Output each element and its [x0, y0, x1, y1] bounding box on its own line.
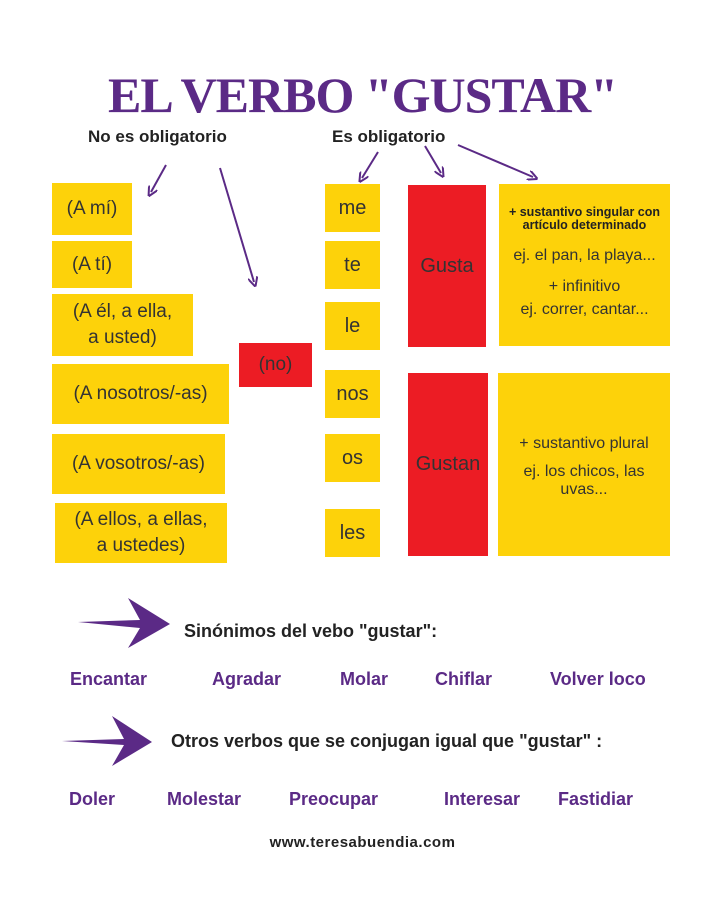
page-title: EL VERBO "GUSTAR" [107, 67, 618, 123]
other-verb-word: Doler [69, 789, 116, 809]
verb-gustan: Gustan [408, 373, 488, 556]
optional-header: No es obligatorio [88, 127, 227, 146]
optional-pronoun-a-ellos: (A ellos, a ellas, a ustedes) [55, 503, 227, 563]
arrow-to-optional-icon [151, 165, 166, 192]
pronoun-nos: nos [325, 370, 380, 418]
optional-pronoun-a-mi: (A mí) [52, 183, 132, 235]
arrow-to-verb-icon [425, 146, 441, 173]
optional-pronoun-a-el: (A él, a ella, a usted) [52, 294, 193, 356]
optional-pronoun-a-nosotros: (A nosotros/-as) [52, 364, 229, 424]
others-heading: Otros verbos que se conjugan igual que "gustar" : [171, 731, 603, 751]
synonym-word: Chiflar [435, 669, 493, 689]
required-header: Es obligatorio [332, 127, 446, 146]
pronoun-le: le [325, 302, 380, 350]
singular-rule-infinitive: + infinitivo [548, 278, 621, 295]
pronoun-os: os [325, 434, 380, 482]
website-footer: www.teresabuendia.com [269, 834, 456, 851]
other-verb-word: Interesar [444, 789, 521, 809]
synonyms-heading: Sinónimos del vebo "gustar": [184, 621, 438, 641]
big-arrow-synonyms-icon [78, 598, 170, 648]
other-verb-word: Molestar [167, 789, 242, 809]
optional-pronoun-a-ti: (A tí) [52, 241, 132, 288]
arrow-to-complement-icon [458, 145, 533, 177]
other-verb-word: Preocupar [289, 789, 379, 809]
negation-box: (no) [239, 343, 312, 387]
arrow-to-pronouns-icon [362, 152, 378, 178]
optional-pronoun-a-vosotros: (A vosotros/-as) [52, 434, 225, 494]
synonym-word: Agradar [212, 669, 282, 689]
pronoun-les: les [325, 509, 380, 557]
arrow-to-negation-icon [220, 168, 254, 282]
singular-example-infinitive: ej. correr, cantar... [520, 301, 649, 318]
pronoun-te: te [325, 241, 380, 289]
singular-example-noun: ej. el pan, la playa... [513, 247, 656, 264]
synonym-word: Molar [340, 669, 389, 689]
singular-rule-noun: + sustantivo singular con artículo determinado [508, 205, 661, 233]
plural-example-noun: ej. los chicos, las uvas... [523, 463, 645, 498]
big-arrow-others-icon [62, 716, 152, 766]
synonym-word: Volver loco [550, 669, 646, 689]
plural-rule-noun: + sustantivo plural [519, 435, 649, 452]
synonym-word: Encantar [70, 669, 148, 689]
verb-gusta: Gusta [408, 185, 486, 347]
other-verb-word: Fastidiar [558, 789, 634, 809]
pronoun-me: me [325, 184, 380, 232]
